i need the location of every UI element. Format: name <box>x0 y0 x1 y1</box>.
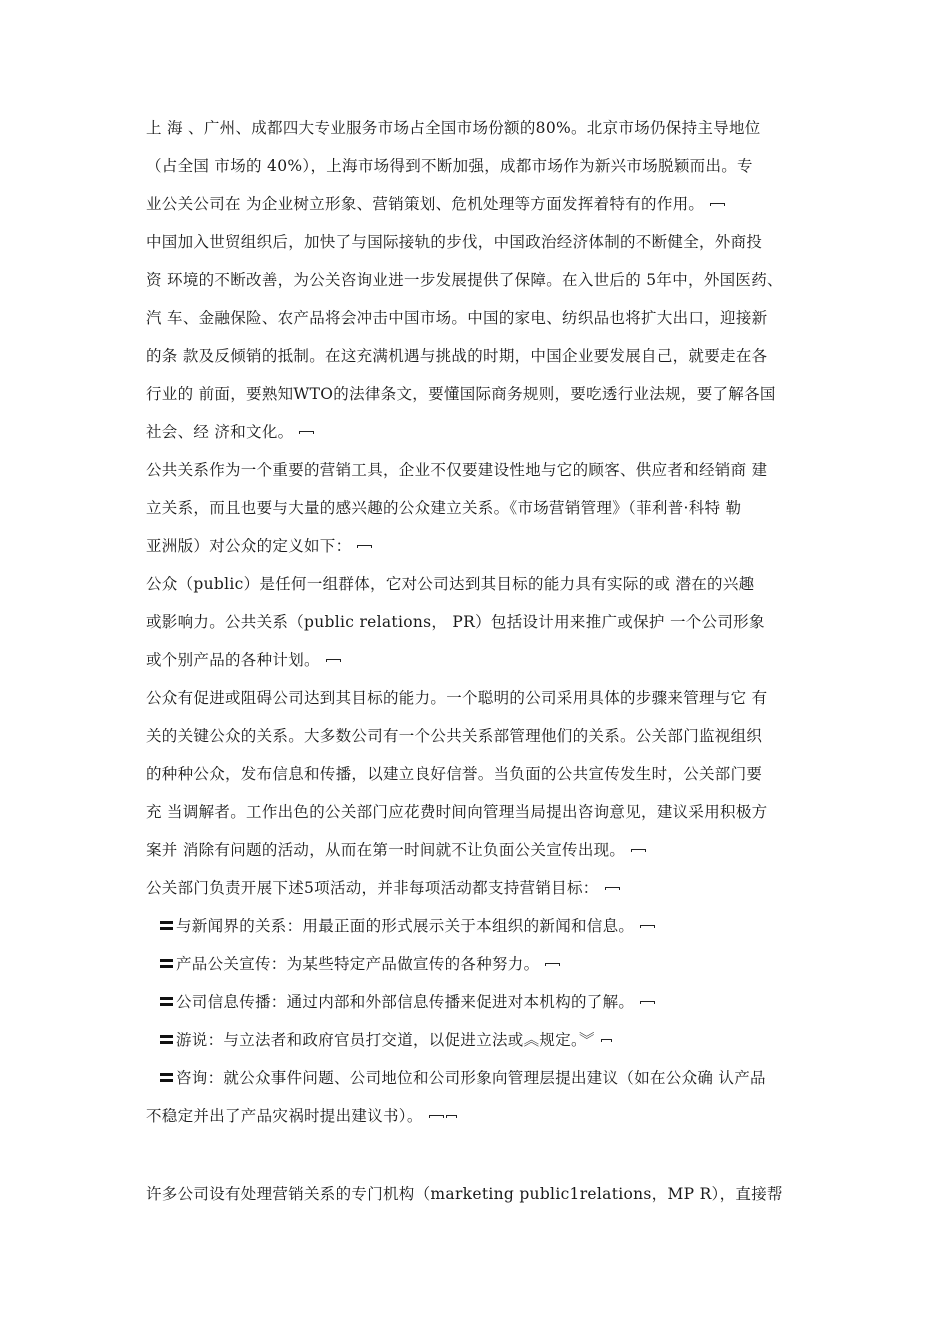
paragraph-line: 不稳定并出了产品灾祸时提出建议书）。 <box>146 1106 458 1126</box>
bullet-icon <box>160 959 173 968</box>
paragraph-line: 上 海 、广州、成都四大专业服务市场占全国市场份额的80%。北京市场仍保持主导地位 <box>146 119 761 137</box>
paragraph-line: 业公关公司在 为企业树立形象、营销策划、危机处理等方面发挥着特有的作用。 <box>146 194 726 214</box>
paragraph-mark-icon <box>604 884 621 894</box>
bullet-icon <box>160 997 173 1006</box>
list-item: 游说：与立法者和政府官员打交道，以促进立法或︽规定。︾ <box>160 1030 613 1050</box>
paragraph-mark-icon <box>639 998 656 1008</box>
paragraph-line: 资 环境的不断改善，为公关咨询业进一步发展提供了保障。在入世后的 5年中，外国医药、 <box>146 271 783 289</box>
paragraph-line: 亚洲版）对公众的定义如下： <box>146 536 373 556</box>
paragraph-mark-icon <box>544 960 561 970</box>
bullet-icon <box>160 921 173 930</box>
paragraph-line: 或个别产品的各种计划。 <box>146 650 342 670</box>
paragraph-mark-icon <box>709 200 726 210</box>
paragraph-mark-icon <box>356 542 373 552</box>
paragraph-line: 案并 消除有问题的活动，从而在第一时间就不让负面公关宣传出现。 <box>146 840 647 860</box>
list-item: 与新闻界的关系：用最正面的形式展示关于本组织的新闻和信息。 <box>160 916 656 936</box>
paragraph-mark-icon <box>325 656 342 666</box>
list-item: 产品公关宣传：为某些特定产品做宣传的各种努力。 <box>160 954 561 974</box>
paragraph-line: 中国加入世贸组织后，加快了与国际接轨的步伐，中国政治经济体制的不断健全，外商投 <box>146 233 763 251</box>
paragraph-mark-icon <box>639 922 656 932</box>
paragraph-mark-icon <box>298 428 315 438</box>
paragraph-line: 的种种公众，发布信息和传播，以建立良好信誉。当负面的公共宣传发生时，公关部门要 <box>146 765 763 783</box>
list-item: 公司信息传播：通过内部和外部信息传播来促进对本机构的了解。 <box>160 992 656 1012</box>
paragraph-mark-icon <box>428 1112 445 1122</box>
paragraph-mark-icon <box>445 1112 458 1122</box>
paragraph-mark-icon <box>630 846 647 856</box>
paragraph-line: 许多公司设有处理营销关系的专门机构（marketing public1relations，MP R），直接帮 <box>146 1185 783 1203</box>
paragraph-line: 充 当调解者。工作出色的公关部门应花费时间向管理当局提出咨询意见，建议采用积极方 <box>146 803 768 821</box>
paragraph-line: 汽 车、金融保险、农产品将会冲击中国市场。中国的家电、纺织品也将扩大出口，迎接新 <box>146 309 768 327</box>
paragraph-line: 立关系，而且也要与大量的感兴趣的公众建立关系。《市场营销管理》（菲利普·科特 勒 <box>146 499 742 517</box>
paragraph-line: 的条 款及反倾销的抵制。在这充满机遇与挑战的时期，中国企业要发展自己，就要走在各 <box>146 347 768 365</box>
paragraph-line: 公关部门负责开展下述5项活动，并非每项活动都支持营销目标： <box>146 878 621 898</box>
bullet-icon <box>160 1035 173 1044</box>
paragraph-line: 社会、经 济和文化。 <box>146 422 315 442</box>
paragraph-line: 公共关系作为一个重要的营销工具，企业不仅要建设性地与它的顾客、供应者和经销商 建 <box>146 461 768 479</box>
paragraph-line: 或影响力。公共关系（public relations， PR）包括设计用来推广或保护 一个公司形象 <box>146 613 765 631</box>
paragraph-line: 公众（public）是任何一组群体，它对公司达到其目标的能力具有实际的或 潜在的兴趣 <box>146 575 755 593</box>
paragraph-line: 关的关键公众的关系。大多数公司有一个公共关系部管理他们的关系。公关部门监视组织 <box>146 727 763 745</box>
paragraph-line: 行业的 前面，要熟知WTO的法律条文，要懂国际商务规则，要吃透行业法规，要了解各国 <box>146 385 776 403</box>
paragraph-line: 公众有促进或阻碍公司达到其目标的能力。一个聪明的公司采用具体的步骤来管理与它 有 <box>146 689 768 707</box>
list-item: 咨询：就公众事件问题、公司地位和公司形象向管理层提出建议（如在公众确 认产品 <box>160 1068 766 1088</box>
paragraph-line: （占全国 市场的 40%），上海市场得到不断加强，成都市场作为新兴市场脱颖而出。专 <box>146 157 753 175</box>
paragraph-mark-icon <box>600 1036 613 1046</box>
bullet-icon <box>160 1073 173 1082</box>
